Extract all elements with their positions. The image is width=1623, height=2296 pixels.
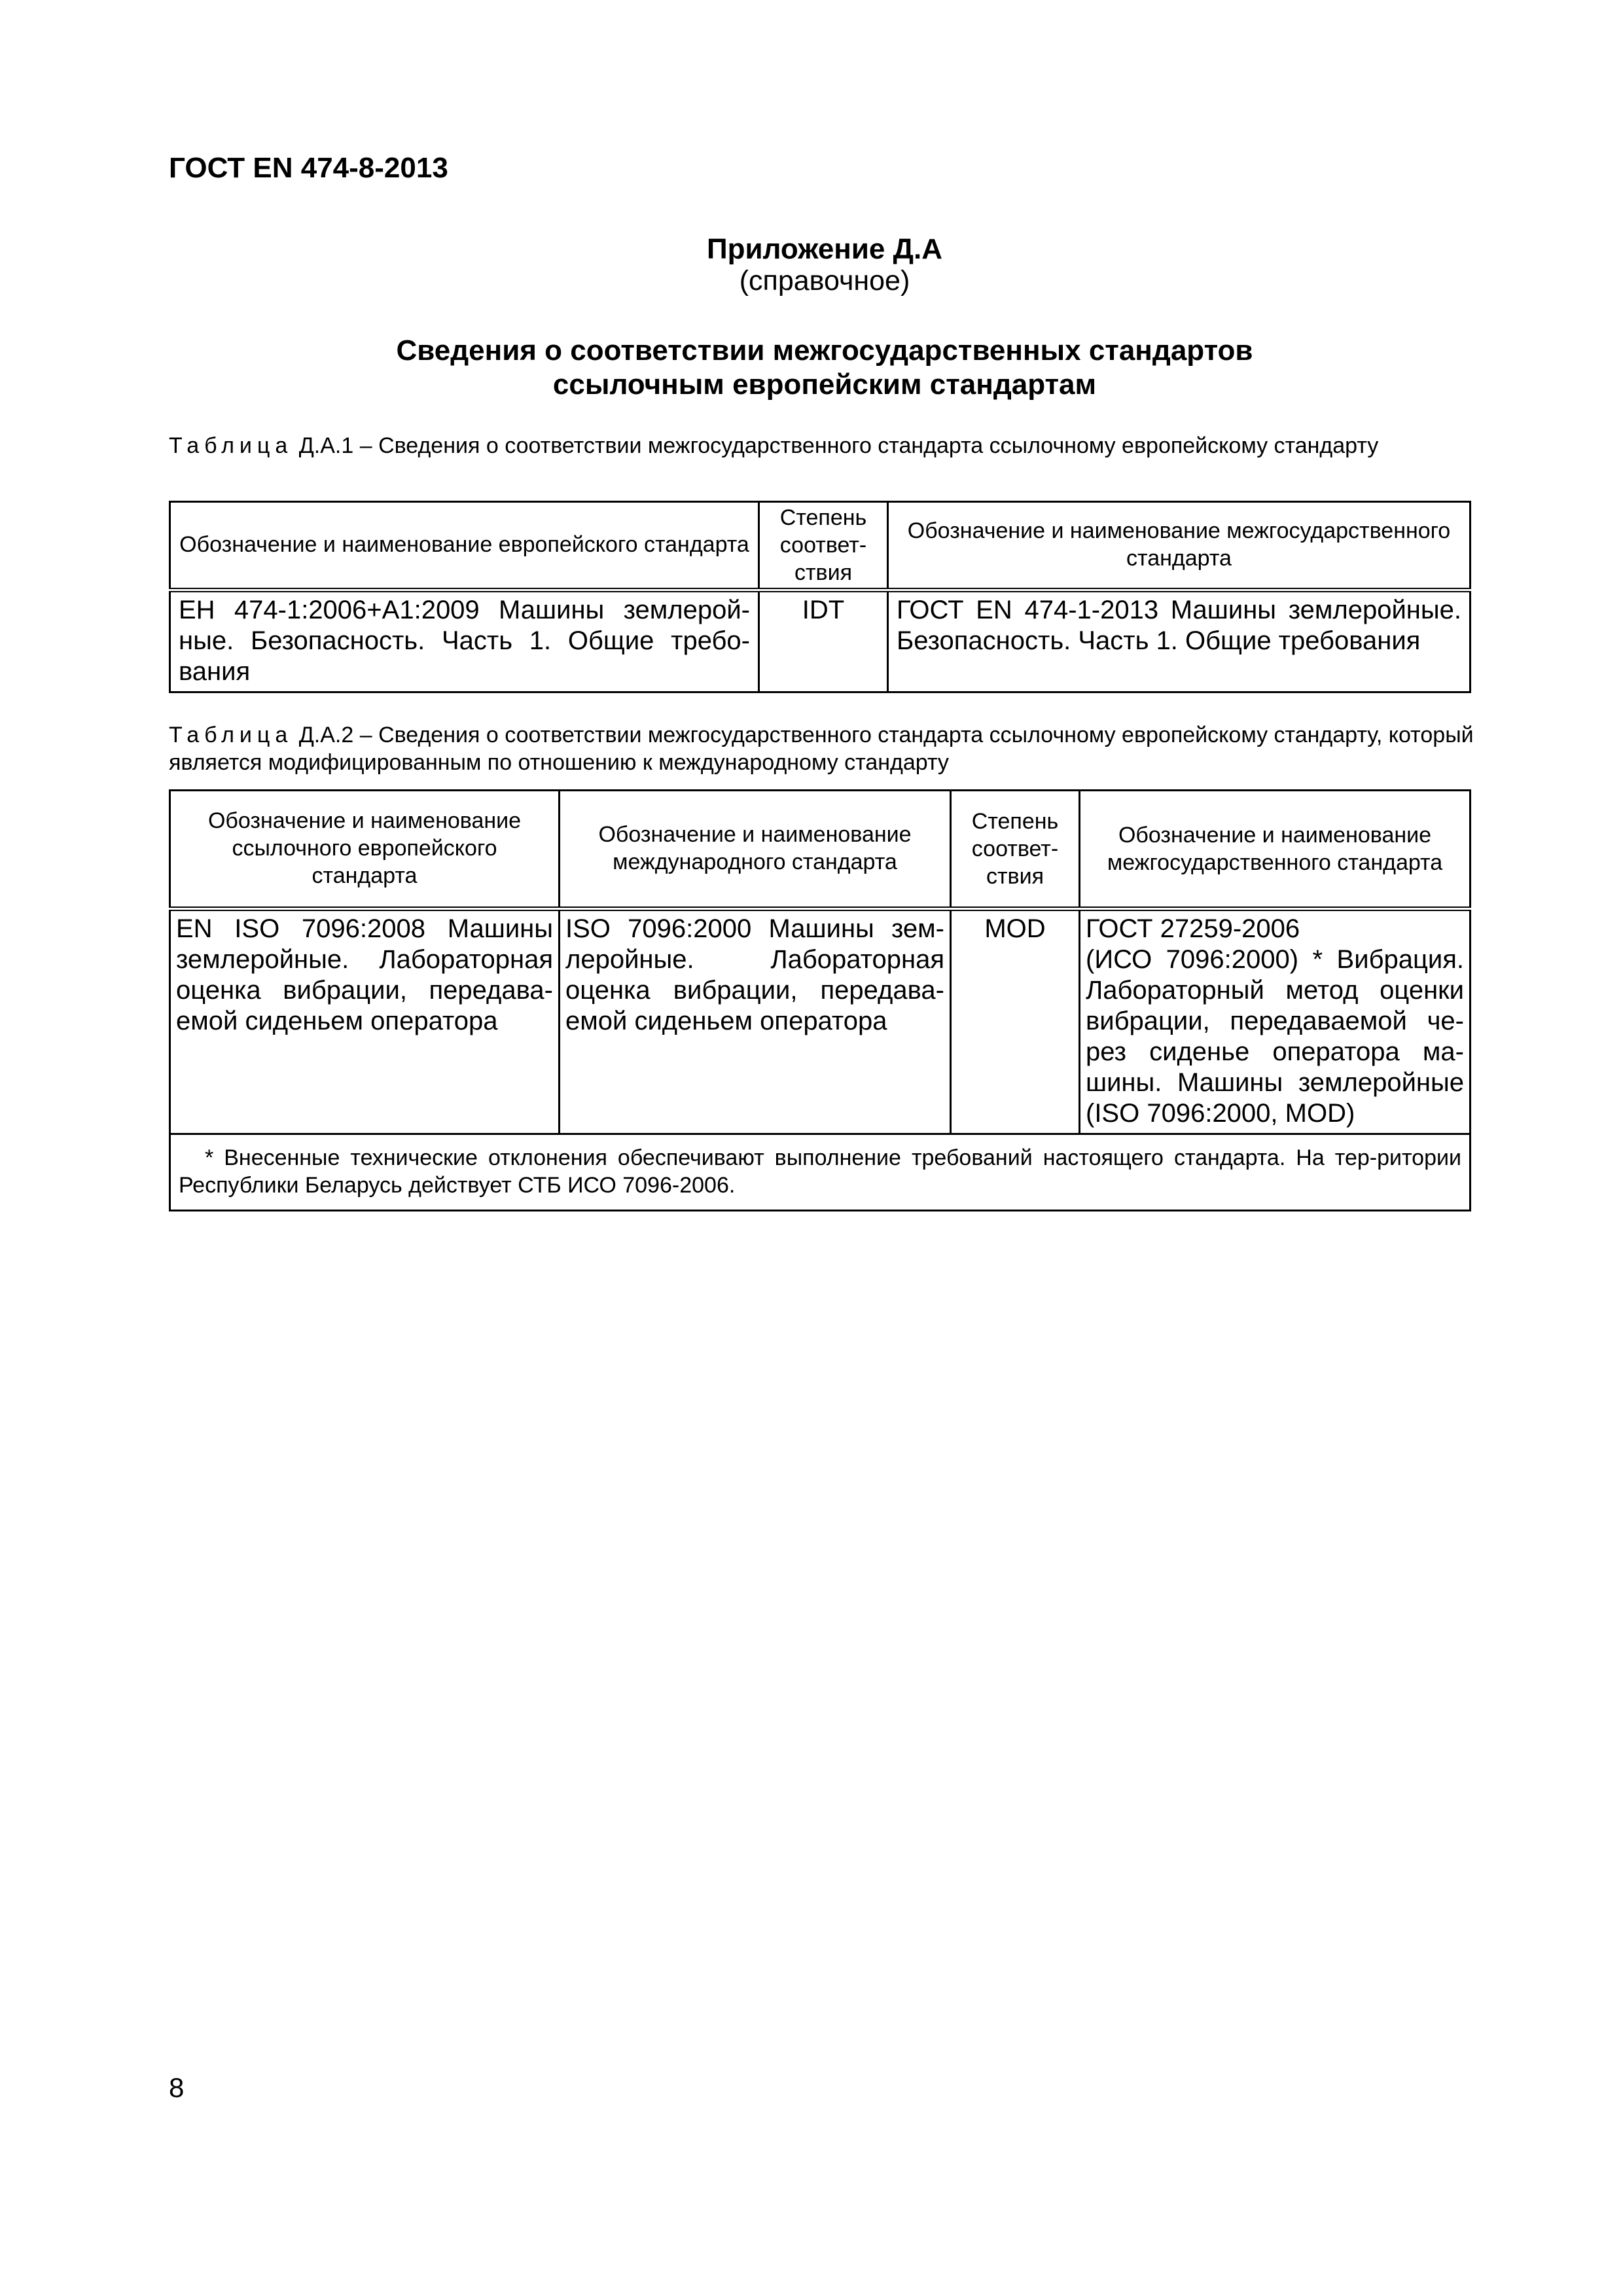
table-1-header-european: Обозначение и наименование европейского стандарта [170, 502, 759, 590]
table-2-footnote-row [170, 1134, 1471, 1211]
table-2-header-european: Обозначение и наименование ссылочного европейского стандарта [170, 791, 560, 909]
table-2-header-international: Обозначение и наименование международного стандарта [560, 791, 951, 909]
footnote-text: * Внесенные технические отклонения обеспечивают выполнение требований настоящего стандарта. На тер-ритории Республики Беларусь действует СТБ ИСО 7096-2006. [179, 1145, 1461, 1198]
table-1-cell-european: ЕН 474-1:2006+А1:2009 Машины землерой-ные. Безопасность. Часть 1. Общие требо-вания [170, 590, 759, 692]
table-2-cell-european: EN ISO 7096:2008 Машины землеройные. Лабораторная оценка вибрации, передава-емой сиденьем оператора [170, 909, 560, 1134]
table-2-header-row [170, 791, 1471, 909]
table-2-caption-text: Д.А.2 – Сведения о соответствии межгосударственного стандарта ссылочному европейскому стандарту, который является модифицированным по отношению к международному стандарту [169, 723, 1474, 775]
table-row [170, 909, 1471, 1134]
document-designation: ГОСТ EN 474-8-2013 [169, 152, 448, 184]
table-1-header-degree: Степень соответ-ствия [759, 502, 888, 590]
table-2-header-interstate: Обозначение и наименование межгосударственного стандарта [1080, 791, 1471, 909]
table-1-caption-text: Д.А.1 – Сведения о соответствии межгосударственного стандарта ссылочному европейскому стандарту [293, 433, 1379, 458]
section-title-line-2: ссылочным европейским стандартам [552, 368, 1097, 401]
annex-subtitle: (справочное) [739, 265, 910, 296]
section-title [0, 334, 1623, 402]
table-2-interstate-designation: ГОСТ 27259-2006 [1086, 914, 1300, 943]
table-2-interstate-name: (ИСО 7096:2000) * Вибрация. Лабораторный метод оценки вибрации, передаваемой че-рез сиденье оператора ма-шины. Машины землеройные (ISO 7096:2000, MOD) [1086, 945, 1464, 1128]
table-2-header-degree: Степень соответ-ствия [951, 791, 1080, 909]
table-2 [169, 789, 1471, 1211]
table-2-footnote [170, 1134, 1471, 1211]
table-1 [169, 501, 1471, 693]
table-1-header-row [170, 502, 1471, 590]
table-2-cell-international: ISO 7096:2000 Машины зем-леройные. Лабораторная оценка вибрации, передава-емой сиденьем оператора [560, 909, 951, 1134]
page-number: 8 [169, 2072, 185, 2103]
annex-title: Приложение Д.А [707, 233, 942, 265]
table-2-cell-degree: MOD [951, 909, 1080, 1134]
table-2-caption [169, 721, 1478, 776]
table-1-caption [169, 432, 1478, 459]
table-1-cell-degree: IDT [759, 590, 888, 692]
table-2-caption-label: Таблица [169, 723, 293, 747]
table-1-cell-interstate: ГОСТ EN 474-1-2013 Машины землеройные. Безопасность. Часть 1. Общие требования [888, 590, 1471, 692]
table-1-header-interstate: Обозначение и наименование межгосударственного стандарта [888, 502, 1471, 590]
section-title-line-1: Сведения о соответствии межгосударственных стандартов [396, 334, 1253, 367]
table-2-cell-interstate [1080, 909, 1471, 1134]
table-row [170, 590, 1471, 692]
table-1-caption-label: Таблица [169, 433, 293, 458]
